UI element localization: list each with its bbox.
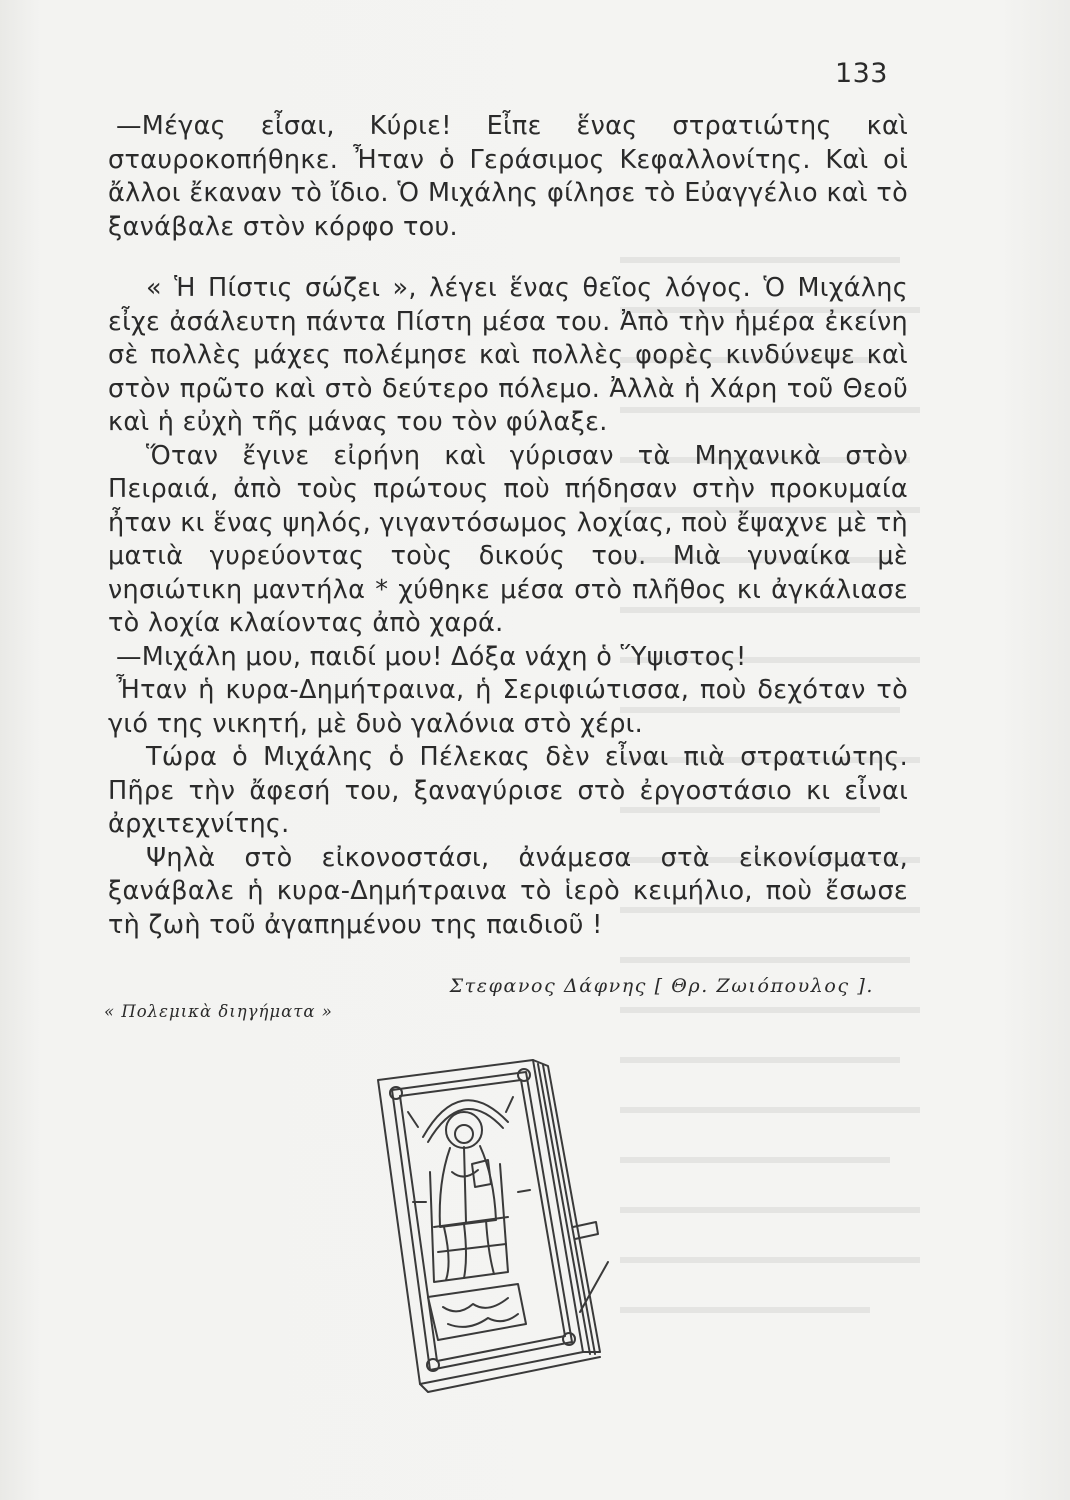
paragraph-gap <box>108 244 908 272</box>
author-signature: Στεφανος Δάφνης [ Θρ. Ζωιόπουλος ]. <box>449 975 874 997</box>
paragraph: Ψηλὰ στὸ εἰκονοστάσι, ἀνάμεσα στὰ εἰκονίσματα, ξανάβαλε ἡ κυρα-Δημήτραινα τὸ ἱερὸ κειμήλιο, ποὺ ἔσωσε τὴ ζωὴ τοῦ ἀγαπημένου της παιδιοῦ ! <box>108 842 908 940</box>
paragraph: —Μέγας εἶσαι, Κύριε! Εἶπε ἕνας στρατιώτης καὶ σταυροκοπήθηκε. Ἦταν ὁ Γεράσιμος Κεφαλλονίτης. Καὶ οἱ ἄλλοι ἔκαναν τὸ ἴδιο. Ὁ Μιχάλης φίλησε τὸ Εὐαγγέλιο καὶ τὸ ξανάβαλε στὸν κόρφο του. <box>108 111 908 242</box>
paragraph: Τώρα ὁ Μιχάλης ὁ Πέλεκας δὲν εἶναι πιὰ στρατιώτης. Πῆρε τὴν ἄφεσή του, ξαναγύρισε στὸ ἐργοστάσιο κι εἶναι ἀρχιτεχνίτης. <box>108 742 908 839</box>
paragraph: « Ἡ Πίστις σώζει », λέγει ἕνας θεῖος λόγος. Ὁ Μιχάλης εἶχε ἀσάλευτη πάντα Πίστη μέσα του. Ἀπὸ τὴν ἡμέρα ἐκείνη σὲ πολλὲς μάχες πολέμησε καὶ πολλὲς φορὲς κινδύνεψε καὶ στὸν πρῶτο καὶ στὸ δεύτερο πόλεμο. Ἀλλὰ ἡ Χάρη τοῦ Θεοῦ καὶ ἡ εὐχὴ τῆς μάνας του τὸν φύλαξε. <box>108 273 908 437</box>
paragraph: —Μιχάλη μου, παιδί μου! Δόξα νάχη ὁ Ὕψιστος! <box>116 641 747 672</box>
gospel-book-icon <box>368 1052 638 1397</box>
story-text <box>108 110 908 942</box>
paragraph: Ὅταν ἔγινε εἰρήνη καὶ γύρισαν τὰ Μηχανικὰ στὸν Πειραιά, ἀπὸ τοὺς πρώτους ποὺ πήδησαν στὴν προκυμαία ἦταν κι ἕνας ψηλός, γιγαντόσωμος λοχίας, ποὺ ἔψαχνε μὲ τὴ ματιὰ γυρεύοντας τοὺς δικούς του. Μιὰ γυναίκα μὲ νησιώτικη μαντήλα * χύθηκε μέσα στὸ πλῆθος κι ἀγκάλιασε τὸ λοχία κλαίοντας ἀπὸ χαρά. <box>108 440 908 638</box>
source-citation: « Πολεμικὰ διηγήματα » <box>104 1002 333 1021</box>
paragraph: Ἦταν ἡ κυρα-Δημήτραινα, ἡ Σεριφιώτισσα, ποὺ δεχόταν τὸ γιό της νικητή, μὲ δυὸ γαλόνια στὸ χέρι. <box>108 675 908 739</box>
page-number: 133 <box>834 58 888 89</box>
